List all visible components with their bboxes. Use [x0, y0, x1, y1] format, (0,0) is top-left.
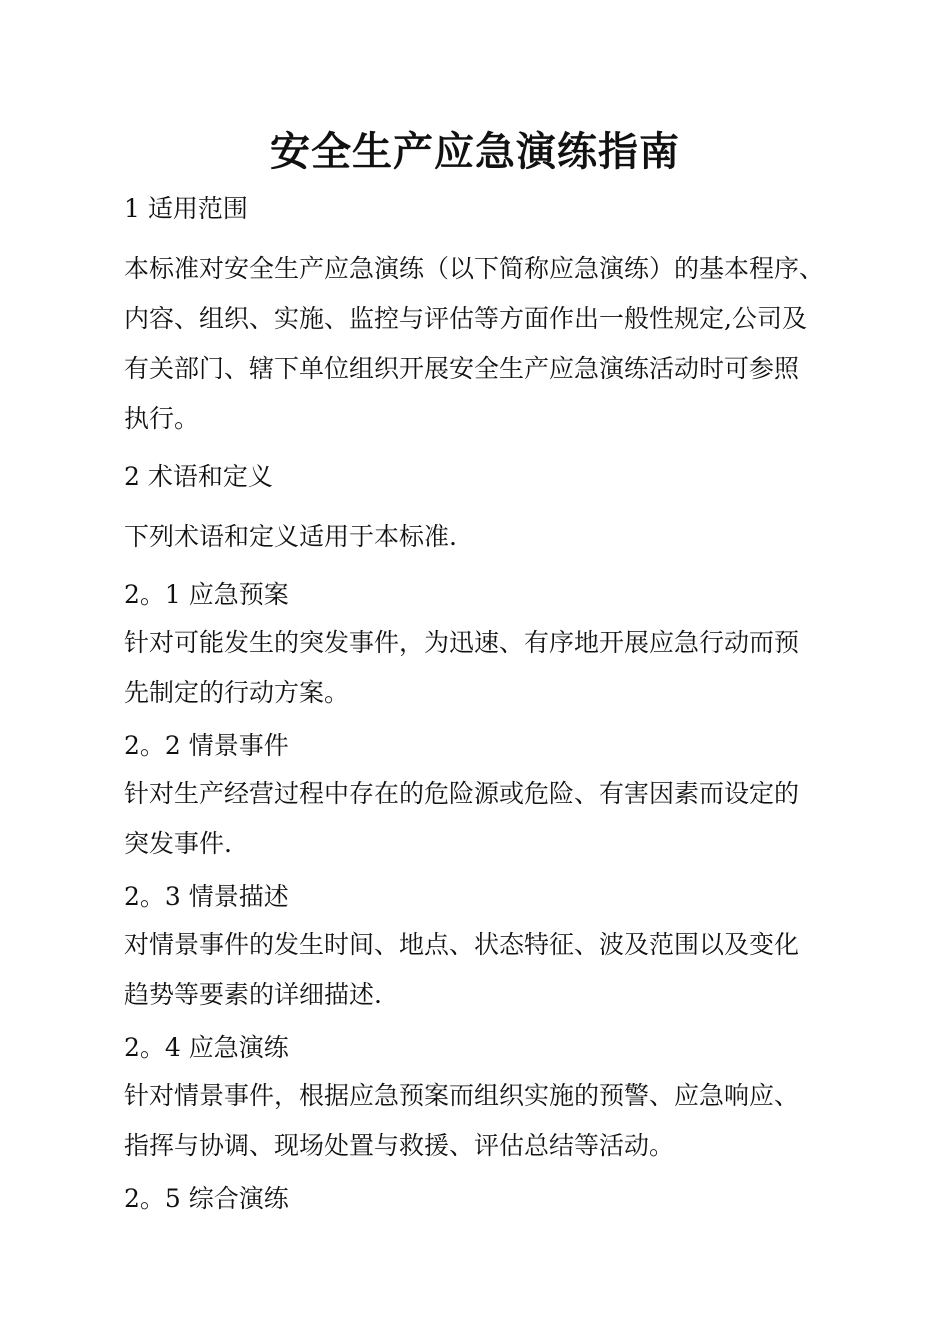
paragraph-line: 对情景事件的发生时间、地点、状态特征、波及范围以及变化 — [124, 930, 800, 959]
paragraph-line: 针对情景事件，根据应急预案而组织实施的预警、应急响应、 — [124, 1081, 800, 1110]
paragraph-line: 针对生产经营过程中存在的危险源或危险、有害因素而设定的 — [124, 779, 800, 808]
paragraph-line: 有关部门、辖下单位组织开展安全生产应急演练活动时可参照 — [124, 354, 800, 383]
term-heading: 2。4 应急演练 — [124, 1033, 289, 1062]
section-heading-terms: 2 术语和定义 — [124, 462, 273, 491]
document-title: 安全生产应急演练指南 — [270, 129, 680, 175]
paragraph-line: 先制定的行动方案。 — [124, 678, 350, 707]
paragraph-line: 下列术语和定义适用于本标准. — [124, 522, 457, 551]
term-heading: 2。1 应急预案 — [124, 580, 289, 609]
paragraph-line: 突发事件. — [124, 829, 232, 858]
paragraph-line: 执行。 — [124, 404, 200, 433]
paragraph-line: 趋势等要素的详细描述. — [124, 980, 382, 1009]
paragraph-line: 针对可能发生的突发事件，为迅速、有序地开展应急行动而预 — [124, 628, 800, 657]
section-heading-scope: 1 适用范围 — [124, 194, 248, 223]
term-heading: 2。5 综合演练 — [124, 1184, 289, 1213]
paragraph-line: 本标准对安全生产应急演练（以下简称应急演练）的基本程序、 — [124, 254, 825, 283]
paragraph-line: 内容、组织、实施、监控与评估等方面作出一般性规定,公司及 — [124, 304, 807, 333]
term-heading: 2。3 情景描述 — [124, 882, 289, 911]
paragraph-line: 指挥与协调、现场处置与救援、评估总结等活动。 — [124, 1131, 675, 1160]
term-heading: 2。2 情景事件 — [124, 731, 289, 760]
